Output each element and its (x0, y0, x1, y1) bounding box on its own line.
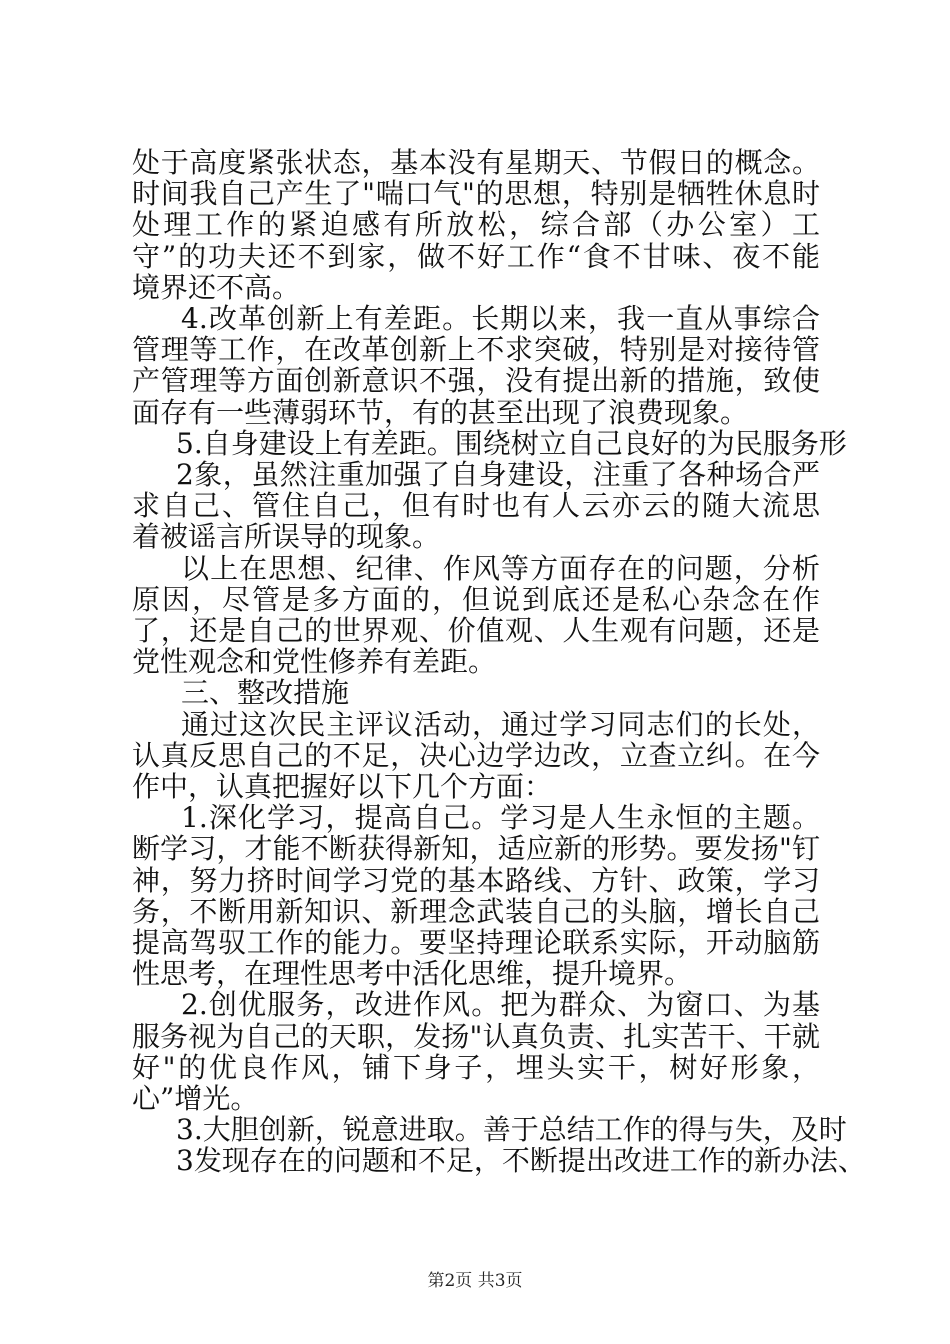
text-line: 3发现存在的问题和不足，不断提出改进工作的新办法、 (176, 1144, 866, 1177)
text-line: 了，还是自己的世界观、价值观、人生观有问题，还是 (132, 614, 820, 647)
text-line: 2象，虽然注重加强了自身建设，注重了各种场合严 (176, 458, 820, 491)
text-line: 面存有一些薄弱环节，有的甚至出现了浪费现象。 (132, 396, 749, 429)
text-line: 心”增光。 (132, 1082, 259, 1115)
text-line: 认真反思自己的不足，决心边学边改，立查立纠。在今 (132, 739, 820, 772)
page-footer: 第2页 共3页 (427, 1271, 523, 1291)
text-line: 提高驾驭工作的能力。要坚持理论联系实际，开动脑筋 (132, 926, 820, 959)
text-line: 境界还不高。 (132, 271, 301, 304)
text-line: 处于高度紧张状态，基本没有星期天、节假日的概念。 (132, 146, 820, 179)
text-line: 以上在思想、纪律、作风等方面存在的问题，分析 (181, 552, 820, 585)
text-line: 原因，尽管是多方面的，但说到底还是私心杂念在作 (132, 583, 820, 616)
text-line: 好"的优良作风，铺下身子，埋头实干，树好形象， (132, 1051, 820, 1084)
text-line: 5.自身建设上有差距。围绕树立自己良好的为民服务形 (176, 427, 847, 460)
text-line: 服务视为自己的天职，发扬"认真负责、扎实苦干、干就 (132, 1020, 820, 1053)
text-line: 着被谣言所误导的现象。 (132, 520, 441, 553)
text-line: 务，不断用新知识、新理念武装自己的头脑，增长自己 (132, 895, 820, 928)
text-line: 产管理等方面创新意识不强，没有提出新的措施，致使 (132, 364, 820, 397)
text-line: 性思考，在理性思考中活化思维，提升境界。 (132, 957, 693, 990)
text-line: 神，努力挤时间学习党的基本路线、方针、政策，学习 (132, 864, 820, 897)
text-line: 三、整改措施 (181, 676, 350, 709)
text-line: 2.创优服务，改进作风。把为群众、为窗口、为基 (181, 988, 820, 1021)
text-line: 1.深化学习，提高自己。学习是人生永恒的主题。 (181, 801, 820, 834)
text-line: 通过这次民主评议活动，通过学习同志们的长处， (181, 708, 820, 741)
text-line: 断学习，才能不断获得新知，适应新的形势。要发扬"钉 (132, 832, 820, 865)
text-line: 党性观念和党性修养有差距。 (132, 645, 497, 678)
text-line: 守”的功夫还不到家，做不好工作“食不甘味、夜不能 (132, 240, 820, 273)
text-line: 处理工作的紧迫感有所放松，综合部（办公室）工 (132, 208, 820, 241)
text-line: 求自己、管住自己，但有时也有人云亦云的随大流思 (132, 489, 820, 522)
text-line: 时间我自己产生了"喘口气"的思想，特别是牺牲休息时 (132, 177, 820, 210)
text-line: 作中，认真把握好以下几个方面： (132, 770, 553, 803)
text-line: 管理等工作，在改革创新上不求突破，特别是对接待管 (132, 333, 820, 366)
text-line: 3.大胆创新，锐意进取。善于总结工作的得与失，及时 (176, 1113, 847, 1146)
text-line: 4.改革创新上有差距。长期以来，我一直从事综合 (181, 302, 820, 335)
